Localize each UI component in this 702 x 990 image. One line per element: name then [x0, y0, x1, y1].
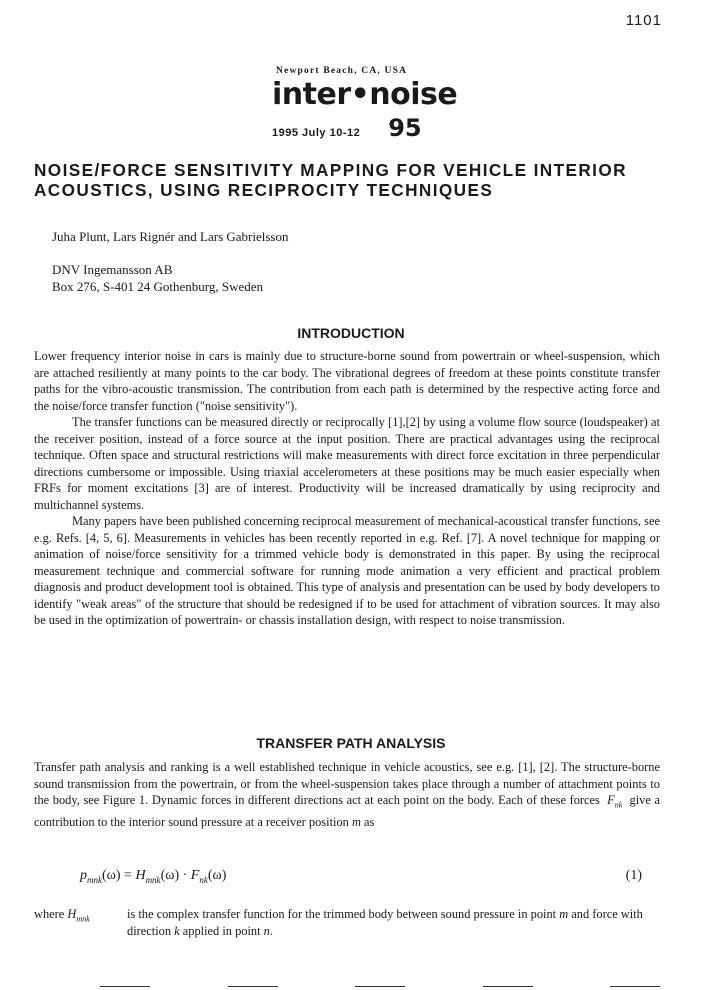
- where-definition: is the complex transfer function for the trimmed body between sound pressure in point m and force with direction k applied in point n.: [127, 907, 643, 938]
- equation-1: [80, 868, 642, 885]
- conference-date-row: [272, 114, 470, 142]
- affiliation-line-1: DNV Ingemansson AB: [52, 262, 173, 277]
- equation-expression: $p_{mnk}(\omega) = H_{mnk}(\omega) \cdot F_{nk}(\omega)$: [80, 868, 227, 885]
- transfer-path-as: as: [364, 814, 375, 829]
- transfer-path-text: Transfer path analysis and ranking is a well established technique in vehicle acoustics, see e.g. [1], [2]. The structure-borne sound transmission from the powertrain, or from the wheel-suspension takes place through a number of attachment points to the body, see Figure 1. Dynamic forces in different directions act at each point on the body. Each of these forces: [34, 760, 660, 807]
- transfer-path-body: [34, 759, 660, 830]
- transfer-path-text-cont: give a contribution to the interior sound pressure at a receiver position: [34, 793, 660, 829]
- equation-number: (1): [625, 868, 642, 883]
- conference-logo: inter•noise: [272, 77, 458, 112]
- paper-title-line-2: ACOUSTICS, USING RECIPROCITY TECHNIQUES: [34, 180, 494, 200]
- footer-rule: [100, 986, 150, 987]
- receiver-variable: m: [351, 814, 361, 829]
- footer-rules: [100, 986, 660, 987]
- conference-location: Newport Beach, CA, USA: [276, 66, 408, 76]
- transfer-path-paragraph: [34, 759, 660, 830]
- page-number: 1101: [625, 12, 662, 29]
- footer-rule: [610, 986, 660, 987]
- transfer-path-heading: TRANSFER PATH ANALYSIS: [256, 735, 446, 751]
- force-symbol: $F_{nk}$: [607, 793, 623, 810]
- where-clause: [34, 906, 660, 939]
- introduction-paragraph-1: Lower frequency interior noise in cars is mainly due to structure-borne sound from powertrain or wheel-suspension, which are attached resiliently at many points to the car body. The vibrational degrees of freedom at these points constitute transfer paths for the vibro-acoustic transmission. The contribution from each path is determined by the respective acting force and the noise/force transfer function ("noise sensitivity").: [34, 349, 660, 413]
- footer-rule: [228, 986, 278, 987]
- conference-header: [270, 66, 470, 142]
- paper-title: [34, 160, 674, 200]
- footer-rule: [483, 986, 533, 987]
- footer-rule: [355, 986, 405, 987]
- authors: Juha Plunt, Lars Rignér and Lars Gabrielsson: [52, 229, 289, 244]
- introduction-paragraph-3: Many papers have been published concerning reciprocal measurement of mechanical-acoustical transfer functions, see e.g. Refs. [4, 5, 6]. Measurements in vehicles has been recently reported in e.g. Ref. [7]. A novel technique for mapping or animation of noise/force sensitivity for a trimmed vehicle body is demonstrated in this paper. By using the reciprocal measurement technique and commercial software for running mode animation a very efficient and practical problem diagnosis and product development tool is obtained. This type of analysis and presentation can be used by body developers to identify "weak areas" of the structure that should be redesigned if to be used for attachment of vibration sources. It may also be used in the optimization of powertrain- or chassis installation design, with respect to noise transmission.: [34, 514, 660, 627]
- affiliation: [52, 261, 263, 295]
- introduction-body: [34, 348, 660, 629]
- conference-date: 1995 July 10-12: [272, 127, 361, 139]
- affiliation-line-2: Box 276, S-401 24 Gothenburg, Sweden: [52, 279, 264, 294]
- paper-title-line-1: NOISE/FORCE SENSITIVITY MAPPING FOR VEHICLE INTERIOR: [34, 160, 627, 180]
- where-lead: where $H_{mnk}$: [34, 907, 90, 924]
- introduction-paragraph-2: The transfer functions can be measured directly or reciprocally [1],[2] by using a volume flow source (loudspeaker) at the receiver position, instead of a force source at the input position. There are practical advantages using the reciprocal technique. Often space and structural restrictions will make measurements with direct force excitation in three perpendicular directions cumbersome or impossible. Using triaxial accelerometers at these positions may be much easier especially when FRFs for moment excitations [3] are of interest. Productivity will be increased dramatically by using reciprocity and multichannel systems.: [34, 415, 660, 512]
- introduction-heading: INTRODUCTION: [297, 325, 405, 341]
- conference-year: 95: [388, 114, 422, 142]
